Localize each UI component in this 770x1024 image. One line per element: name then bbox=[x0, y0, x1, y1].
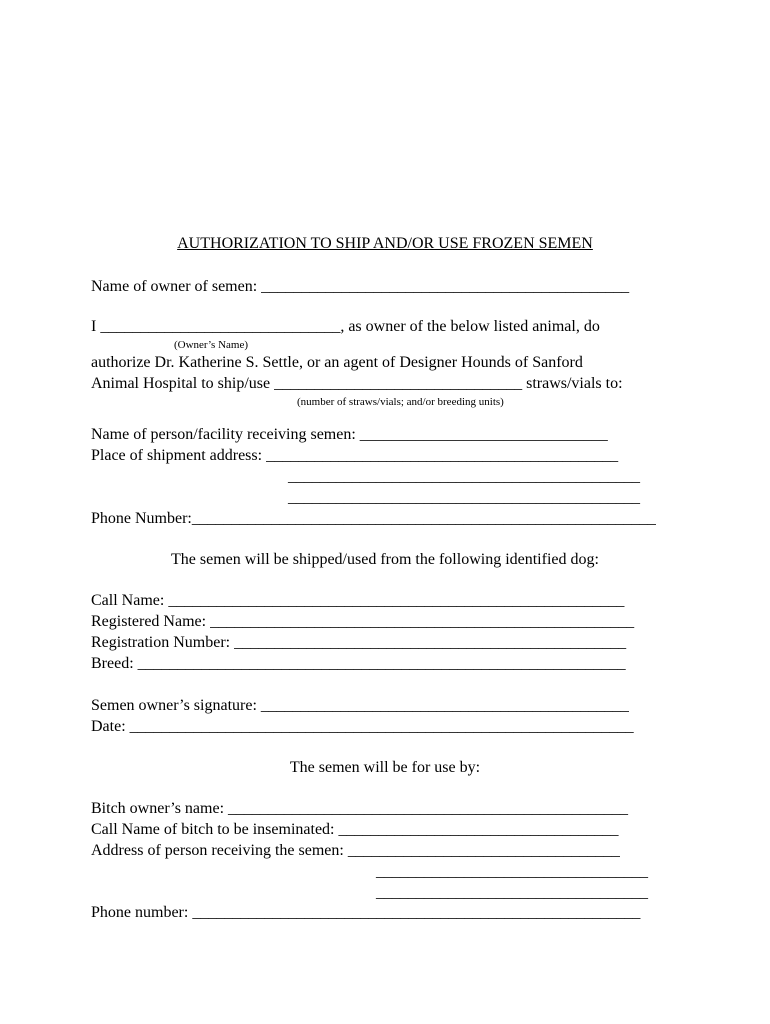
dog-registered-name-field[interactable]: Registered Name: _____________________________________________________ bbox=[91, 613, 635, 630]
owner-name-caption: (Owner’s Name) bbox=[174, 339, 249, 351]
receiving-person-field[interactable]: Name of person/facility receiving semen: _______________________________ bbox=[91, 426, 608, 443]
receiver-phone-field[interactable]: Phone number: ________________________________________________________ bbox=[91, 904, 641, 921]
signature-date-field[interactable]: Date: _______________________________________________________________ bbox=[91, 718, 634, 735]
use-section-heading: The semen will be for use by: bbox=[289, 759, 481, 776]
straws-vials-field[interactable]: Animal Hospital to ship/use _______________________________ straws/vials to: bbox=[91, 375, 623, 392]
receiver-address-line-2[interactable]: __________________________________ bbox=[376, 863, 648, 880]
owner-authorization-line[interactable]: I ______________________________, as owner of the below listed animal, do bbox=[91, 318, 600, 335]
shipment-address-line-3[interactable]: ____________________________________________ bbox=[288, 489, 640, 506]
straws-vials-caption: (number of straws/vials; and/or breeding units) bbox=[297, 396, 504, 408]
form-title: AUTHORIZATION TO SHIP AND/OR USE FROZEN SEMEN bbox=[177, 235, 593, 252]
authorization-text-line: authorize Dr. Katherine S. Settle, or an agent of Designer Hounds of Sanford bbox=[91, 354, 583, 371]
semen-owner-signature-field[interactable]: Semen owner’s signature: ______________________________________________ bbox=[91, 697, 629, 714]
dog-registration-number-field[interactable]: Registration Number: _________________________________________________ bbox=[91, 634, 627, 651]
receiver-address-field[interactable]: Address of person receiving the semen: __________________________________ bbox=[91, 842, 620, 859]
dog-breed-field[interactable]: Breed: _____________________________________________________________ bbox=[91, 655, 626, 672]
shipment-address-line-2[interactable]: ____________________________________________ bbox=[288, 468, 640, 485]
receiver-address-line-3[interactable]: __________________________________ bbox=[376, 884, 648, 901]
dog-section-heading: The semen will be shipped/used from the following identified dog: bbox=[171, 551, 599, 568]
bitch-call-name-field[interactable]: Call Name of bitch to be inseminated: ___________________________________ bbox=[91, 821, 619, 838]
shipment-address-field[interactable]: Place of shipment address: ____________________________________________ bbox=[91, 447, 619, 464]
owner-of-semen-field[interactable]: Name of owner of semen: ______________________________________________ bbox=[91, 278, 630, 295]
bitch-owner-name-field[interactable]: Bitch owner’s name: __________________________________________________ bbox=[91, 800, 629, 817]
dog-call-name-field[interactable]: Call Name: _________________________________________________________ bbox=[91, 592, 625, 609]
receiving-phone-field[interactable]: Phone Number:__________________________________________________________ bbox=[91, 510, 656, 527]
